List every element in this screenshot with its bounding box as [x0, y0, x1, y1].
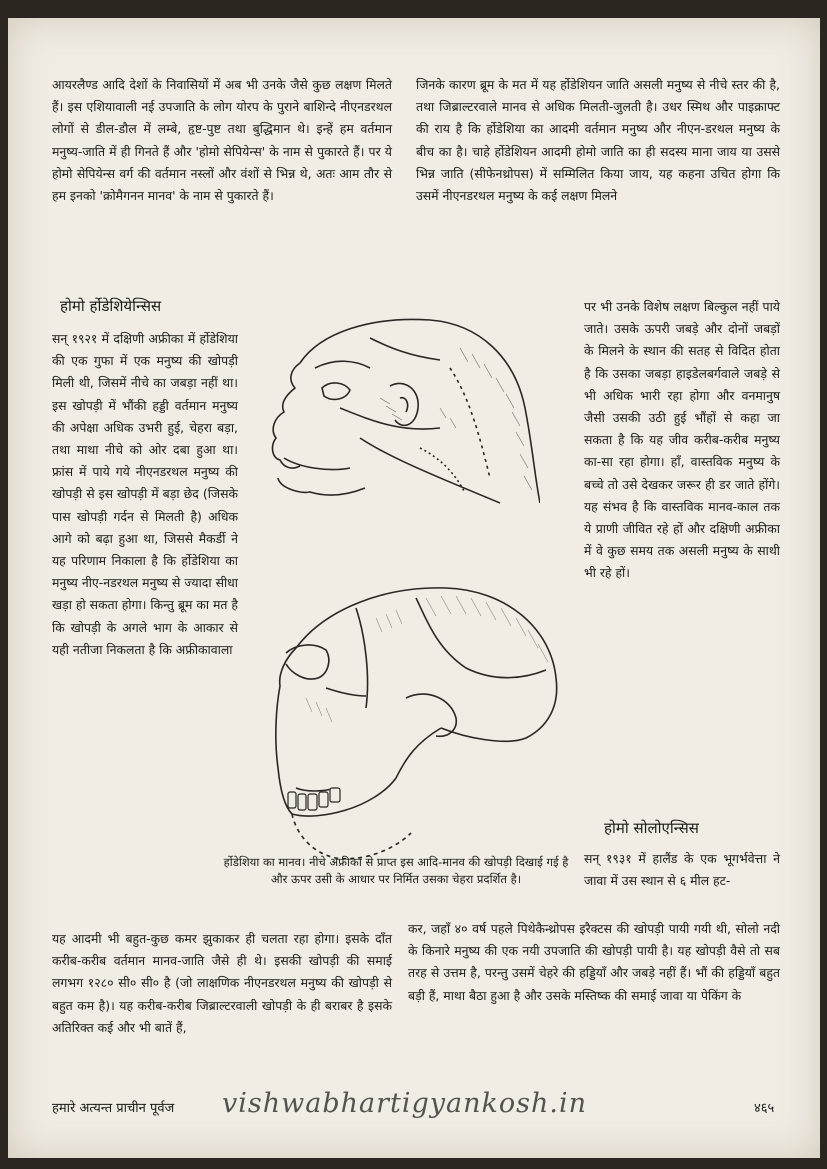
rhodesian-face-illustration	[240, 308, 540, 518]
right-column-soloensis-text: सन् १९३१ में हालैंड के एक भूगर्भवेत्ता ने जावा में उस स्थान से ६ मील हट-	[584, 851, 780, 889]
right-column-bottom-text: कर, जहाँ ४० वर्ष पहले पिथेकैन्थ्रोपस इरैक्टस की खोपड़ी पायी गयी थी, सोलो नदी के किनारे मनुष्य की एक नयी उपजाति की खोपड़ी पायी है। यह खोपड़ी वैसे तो सब तरह से उत्तम है, परन्तु उसमें चेहरे की हड्डियाँ और जबड़े नहीं हैं। भौं की हड्डियाँ बहुत बड़ी हैं, माथा बैठा हुआ है और उसके मस्तिष्क की समाई जावा या पेकिंग के	[408, 921, 780, 1003]
left-column-top-text: आयरलैण्ड आदि देशों के निवासियों में अब भी उनके जैसे कुछ लक्षण मिलते हैं। इस एशियावाली नई उपजाति के लोग योरप के पुराने बाशिन्दे नीएनडरथल लोगों से डील-डौल में लम्बे, हृष्ट-पुष्ट तथा बुद्धिमान थे। इन्हें हम वर्तमान मनुष्य-जाति में ही गिनते हैं और 'होमो सेपियेन्स' के नाम से पुकारते हैं। पर ये होमो सेपियेन्स वर्ग की वर्तमान नस्लों और वंशों से भिन्न थे, अतः आम तौर से हम इनको 'क्रोमैगनन मानव' के नाम से पुकारते हैं।	[52, 77, 392, 204]
page-number: ४६५	[754, 1101, 775, 1116]
rhodesian-skull-illustration	[266, 578, 566, 868]
right-column-top-text: जिनके कारण ब्रूम के मत में यह र्होडेशियन जाति असली मनुष्य से नीचे स्तर की है, तथा जिब्राल्टरवाले मानव से अधिक मिलती-जुलती है। उधर स्मिथ और पाइक्राफ्ट की राय है कि र्होडेशिया का आदमी वर्तमान मनुष्य और नीएन-डरथल मनुष्य के बीच का है। चाहे र्होडेशियन आदमी होमो जाति का ही सदस्य माना जाय या उससे भिन्न जाति (सीफेनथ्रोपस) में सम्मिलित किया जाय, यह कहना उचित होगा कि उसमें नीएनडरथल मनुष्य के कई लक्षण मिलने	[416, 77, 780, 204]
heading-homo-soloensis: होमो सोलोएन्सिस	[604, 819, 699, 837]
watermark: vishwabhartigyankosh.in	[222, 1088, 587, 1119]
document-page	[8, 18, 820, 1158]
right-column-mid-text: पर भी उनके विशेष लक्षण बिल्कुल नहीं पाये जाते। उसके ऊपरी जबड़े और दोनों जबड़ों के मिलने के स्थान की सतह से विदित होता है कि उसका जबड़ा हाइडेलबर्गवाले जबड़े से भी अधिक भारी रहा होगा और वनमानुष जैसी उसकी उठी हुई भौंहों से कहा जा सकता है कि यह जीव करीब-करीब मनुष्य का-सा रहा होगा। हाँ, वास्तविक मनुष्य के बच्चे तो उसे देखकर जरूर ही डर जाते होंगे। यह संभव है कि वास्तविक मानव-काल तक ये प्राणी जीवित रहे हों और दक्षिणी अफ्रीका में वे कुछ समय तक असली मनुष्य के साथी भी रहे हों।	[584, 299, 780, 581]
left-column-rhodesia-text: सन् १९२१ में दक्षिणी अफ्रीका में र्होडेशिया की एक गुफा में एक मनुष्य की खोपड़ी मिली थी, जिसमें नीचे का जबड़ा नहीं था। इस खोपड़ी में भौंकी हड्डी वर्तमान मनुष्य की अपेक्षा अधिक उभरी हुई, चेहरा बड़ा, तथा माथा नीचे को ओर दबा हुआ था। फ्रांस में पाये गये नीएनडरथल मनुष्य की खोपड़ी से इस खोपड़ी में बड़ा छेद (जिसके पास खोपड़ी गर्दन से मिलती है) अधिक आगे को बढ़ा हुआ था, जिससे मैकर्डी ने यह परिणाम निकाला है कि र्होडेशिया का मनुष्य नीए-नडरथल मनुष्य से ज्यादा सीधा खड़ा हो सकता होगा। किन्तु ब्रूम का मत है कि खोपड़ी के अगले भाग के आकार से यही नतीजा निकलता है कि अफ्रीकावाला	[52, 331, 238, 657]
heading-homo-rhodesiensis: होमो र्होडेशियेन्सिस	[60, 297, 162, 315]
left-column-bottom-text: यह आदमी भी बहुत-कुछ कमर झुकाकर ही चलता रहा होगा। इसके दाँत करीब-करीब वर्तमान मानव-जाति जैसे ही थे। इसकी खोपड़ी की समाई लगभग १२८० सी० सी० है (जो लाक्षणिक नीएनडरथल मनुष्य की खोपड़ी से बहुत कम है)। यह करीब-करीब जिब्राल्टरवाली खोपड़ी के ही बराबर है इसके अतिरिक्त कई और भी बातें हैं,	[52, 931, 392, 1035]
figure-caption: र्होडेशिया का मानव। नीचे अफ्रीका से प्राप्त इस आदि-मानव की खोपड़ी दिखाई गई है और ऊपर उसी के आधार पर निर्मित उसका चेहरा प्रदर्शित है।	[223, 855, 569, 886]
footer-chapter-title: हमारे अत्यन्त प्राचीन पूर्वज	[52, 1101, 175, 1116]
